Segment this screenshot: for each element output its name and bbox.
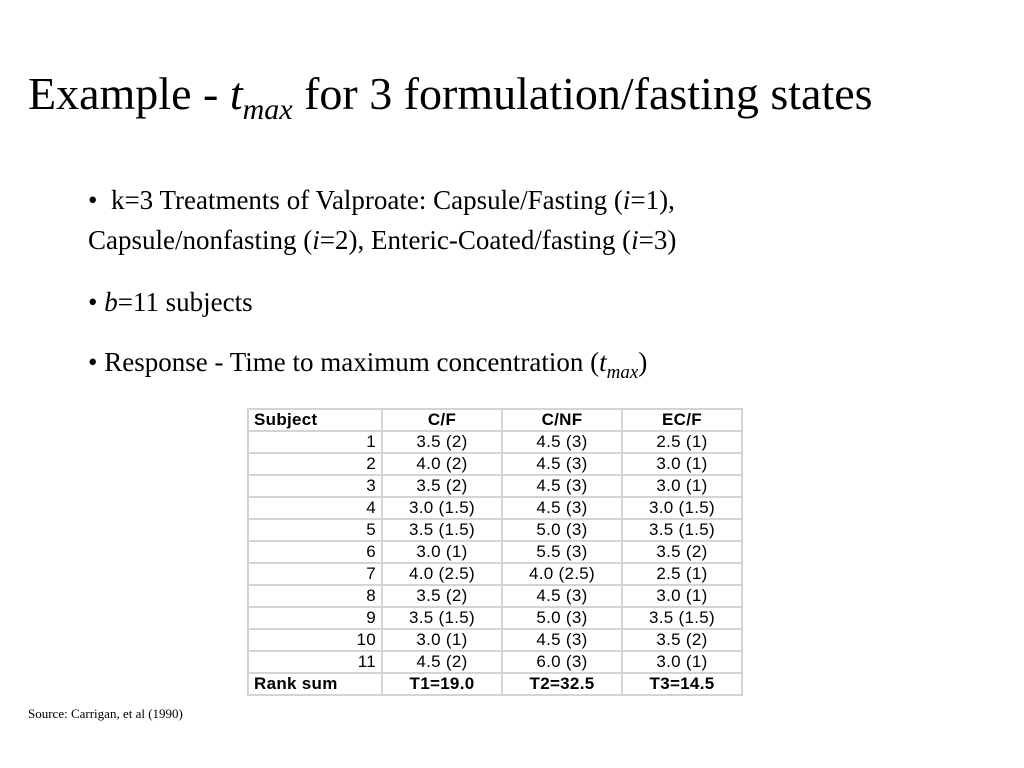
bullet-marker: • bbox=[88, 287, 98, 317]
bullet-text: k=3 Treatments of Valproate: Capsule/Fasting ( bbox=[110, 185, 623, 215]
title-prefix: Example - bbox=[28, 68, 230, 119]
bullet-text: =11 subjects bbox=[117, 287, 253, 317]
rank-sum-row bbox=[248, 673, 742, 695]
bullet-list bbox=[88, 180, 968, 383]
cnf-cell: 4.5 (3) bbox=[502, 453, 622, 475]
ecf-cell: 3.5 (1.5) bbox=[622, 607, 742, 629]
rank-sum-t2: T2=32.5 bbox=[502, 673, 622, 695]
response-variable: t bbox=[599, 347, 607, 377]
subject-cell: 10 bbox=[248, 629, 382, 651]
bullet-treatments bbox=[88, 180, 968, 260]
ecf-cell: 3.0 (1) bbox=[622, 475, 742, 497]
table-row bbox=[248, 607, 742, 629]
table-container bbox=[247, 408, 743, 696]
ecf-cell: 3.0 (1) bbox=[622, 585, 742, 607]
column-header-cf: C/F bbox=[382, 409, 502, 431]
source-citation: Source: Carrigan, et al (1990) bbox=[28, 706, 183, 721]
slide-title bbox=[28, 66, 873, 128]
title-suffix: for 3 formulation/fasting states bbox=[292, 68, 873, 119]
subject-cell: 1 bbox=[248, 431, 382, 453]
cf-cell: 3.5 (2) bbox=[382, 475, 502, 497]
index-variable: i bbox=[312, 225, 320, 255]
subjects-variable: b bbox=[104, 287, 118, 317]
subject-cell: 3 bbox=[248, 475, 382, 497]
cnf-cell: 5.0 (3) bbox=[502, 607, 622, 629]
index-variable: i bbox=[622, 185, 631, 215]
cf-cell: 4.0 (2) bbox=[382, 453, 502, 475]
subject-cell: 6 bbox=[248, 541, 382, 563]
cf-cell: 3.0 (1) bbox=[382, 541, 502, 563]
cnf-cell: 4.5 (3) bbox=[502, 629, 622, 651]
table-row bbox=[248, 563, 742, 585]
rank-sum-t1: T1=19.0 bbox=[382, 673, 502, 695]
column-header-ecf: EC/F bbox=[622, 409, 742, 431]
column-header-subject: Subject bbox=[248, 409, 382, 431]
cnf-cell: 5.0 (3) bbox=[502, 519, 622, 541]
cf-cell: 4.0 (2.5) bbox=[382, 563, 502, 585]
cnf-cell: 4.5 (3) bbox=[502, 431, 622, 453]
table-row bbox=[248, 519, 742, 541]
subject-cell: 2 bbox=[248, 453, 382, 475]
ecf-cell: 3.0 (1.5) bbox=[622, 497, 742, 519]
cf-cell: 3.5 (2) bbox=[382, 585, 502, 607]
subject-cell: 4 bbox=[248, 497, 382, 519]
table-row bbox=[248, 497, 742, 519]
table-row bbox=[248, 585, 742, 607]
ecf-cell: 3.5 (1.5) bbox=[622, 519, 742, 541]
response-variable-subscript: max bbox=[606, 362, 639, 383]
cnf-cell: 4.0 (2.5) bbox=[502, 563, 622, 585]
table-row bbox=[248, 453, 742, 475]
subject-cell: 11 bbox=[248, 651, 382, 673]
table-row bbox=[248, 431, 742, 453]
cf-cell: 3.5 (1.5) bbox=[382, 607, 502, 629]
cnf-cell: 6.0 (3) bbox=[502, 651, 622, 673]
bullet-text: Response - Time to maximum concentration ( bbox=[104, 347, 600, 377]
cf-cell: 3.0 (1.5) bbox=[382, 497, 502, 519]
tmax-rank-table bbox=[247, 408, 743, 696]
bullet-text: ) bbox=[638, 347, 648, 377]
ecf-cell: 2.5 (1) bbox=[622, 431, 742, 453]
table-row bbox=[248, 629, 742, 651]
subject-cell: 8 bbox=[248, 585, 382, 607]
ecf-cell: 3.5 (2) bbox=[622, 541, 742, 563]
subject-cell: 5 bbox=[248, 519, 382, 541]
title-variable-subscript: max bbox=[242, 93, 293, 126]
bullet-text: Capsule/nonfasting ( bbox=[88, 225, 313, 255]
cf-cell: 3.5 (2) bbox=[382, 431, 502, 453]
ecf-cell: 3.0 (1) bbox=[622, 651, 742, 673]
subject-cell: 9 bbox=[248, 607, 382, 629]
ecf-cell: 3.0 (1) bbox=[622, 453, 742, 475]
bullet-response bbox=[88, 342, 647, 386]
index-variable: i bbox=[631, 225, 639, 255]
bullet-text: =3) bbox=[638, 225, 677, 255]
table-row bbox=[248, 475, 742, 497]
ecf-cell: 2.5 (1) bbox=[622, 563, 742, 585]
cnf-cell: 4.5 (3) bbox=[502, 475, 622, 497]
table-row bbox=[248, 651, 742, 673]
subject-cell: 7 bbox=[248, 563, 382, 585]
table-header-row bbox=[248, 409, 742, 431]
column-header-cnf: C/NF bbox=[502, 409, 622, 431]
cf-cell: 3.0 (1) bbox=[382, 629, 502, 651]
cf-cell: 3.5 (1.5) bbox=[382, 519, 502, 541]
bullet-text: =2), Enteric-Coated/fasting ( bbox=[319, 225, 632, 255]
cnf-cell: 4.5 (3) bbox=[502, 497, 622, 519]
bullet-marker: • bbox=[88, 347, 98, 377]
title-variable: t bbox=[229, 68, 243, 119]
table-row bbox=[248, 541, 742, 563]
ecf-cell: 3.5 (2) bbox=[622, 629, 742, 651]
bullet-subjects bbox=[88, 282, 253, 322]
cnf-cell: 4.5 (3) bbox=[502, 585, 622, 607]
bullet-marker: • bbox=[88, 185, 98, 215]
cnf-cell: 5.5 (3) bbox=[502, 541, 622, 563]
rank-sum-t3: T3=14.5 bbox=[622, 673, 742, 695]
rank-sum-label: Rank sum bbox=[248, 673, 382, 695]
cf-cell: 4.5 (2) bbox=[382, 651, 502, 673]
bullet-text: =1), bbox=[630, 185, 675, 215]
